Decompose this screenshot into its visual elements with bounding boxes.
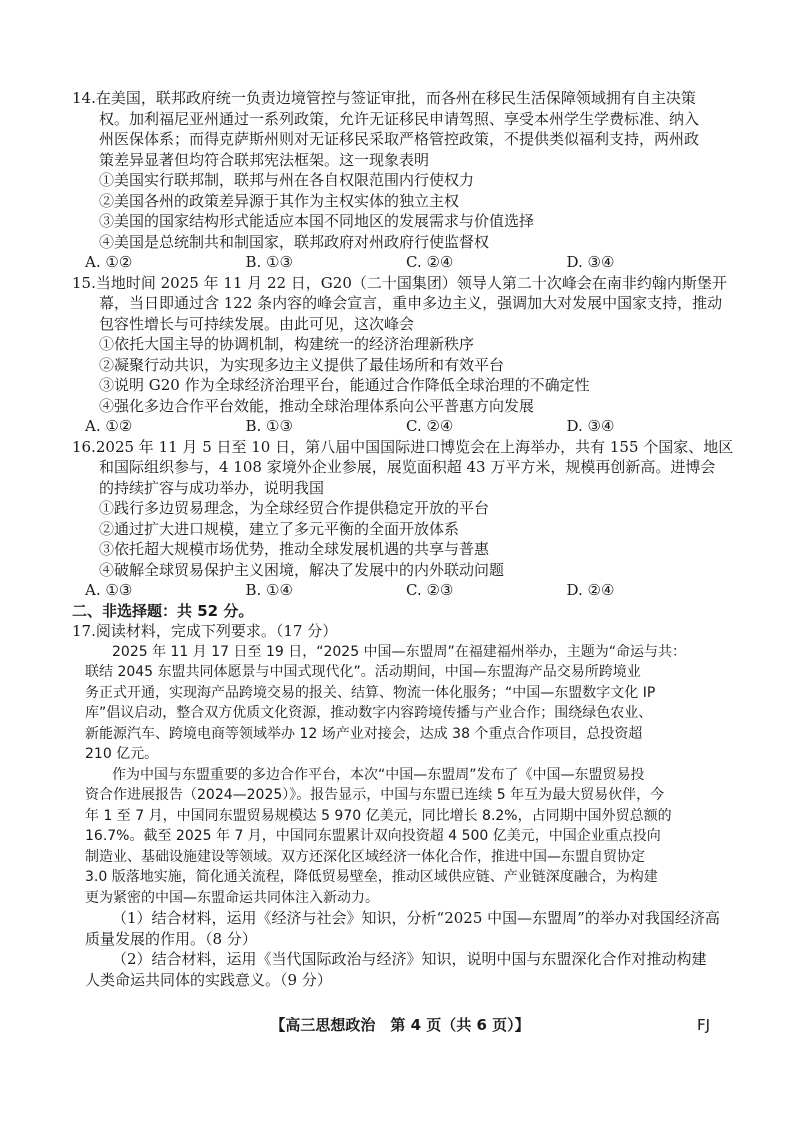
q14-stem-line: 权。加利福尼亚州通过一系列政策，允许无证移民申请驾照、享受本州学生学费标准、纳入 xyxy=(99,109,700,128)
q16-options xyxy=(72,580,727,601)
q14-item: ④美国是总统制共和制国家，联邦政府对州政府行使监督权 xyxy=(99,232,490,251)
question-14 xyxy=(72,88,727,273)
q15-stem-line: 幕，当日即通过含 122 条内容的峰会宣言，重申多边主义，强调加大对发展中国家支持，推动 xyxy=(99,294,723,312)
material-line: 制造业、基础设施建设等领域。双方还深化区域经济一体化合作，推进中国—东盟自贸协定 xyxy=(85,848,645,865)
material-line: 库”倡议启动，整合双方优质文化资源，推动数字内容跨境传播与产业合作；围绕绿色农业、 xyxy=(85,705,653,721)
q16-stem-line: 16.2025 年 11 月 5 日至 10 日，第八届中国国际进口博览会在上海举办，共有 155 个国家、地区 xyxy=(72,437,734,456)
q14-stem-line: 州医保体系；而得克萨斯州则对无证移民采取严格管控政策，不提供类似福利支持，两州政 xyxy=(99,130,700,148)
q16-option-c[interactable]: C. ②③ xyxy=(406,581,454,599)
material-line: 3.0 版落地实施，简化通关流程，降低贸易壁垒，推动区域供应链、产业链深度融合，为构建 xyxy=(85,869,658,885)
q16-option-a[interactable]: A. ①③ xyxy=(85,581,133,599)
material-line: 作为中国与东盟重要的多边合作平台，本次“中国—东盟周”发布了《中国—东盟贸易投 xyxy=(112,766,645,783)
q14-item: ②美国各州的政策差异源于其作为主权实体的独立主权 xyxy=(99,191,460,210)
material-line: 新能源汽车、跨境电商等领域举办 12 场产业对接会，达成 38 个重点合作项目，总投资超 xyxy=(85,725,643,742)
q17-sub1-line: 质量发展的作用。（8 分） xyxy=(85,929,257,948)
q15-option-b[interactable]: B. ①③ xyxy=(245,417,293,435)
footer-code: FJ xyxy=(697,1016,711,1034)
q17-head: 17.阅读材料，完成下列要求。（17 分） xyxy=(72,622,338,640)
q16-item: ④破解全球贸易保护主义困境，解决了发展中的内外联动问题 xyxy=(99,560,505,579)
q15-stem-line: 包容性增长与可持续发展。由此可见，这次峰会 xyxy=(99,314,415,333)
q16-option-b[interactable]: B. ①④ xyxy=(245,581,293,599)
question-16 xyxy=(72,437,734,601)
q14-item: ③美国的国家结构形式能适应本国不同地区的发展需求与价值选择 xyxy=(99,212,535,230)
q17-material xyxy=(72,642,727,909)
q16-stem-line: 和国际组织参与，4 108 家境外企业参展，展览面积超 43 万平方米，规模再创新高。进博会 xyxy=(99,458,716,476)
question-15 xyxy=(72,273,727,437)
q15-option-d[interactable]: D. ③④ xyxy=(566,417,615,435)
material-line: 务正式开通，实现海产品跨境交易的报关、结算、物流一体化服务；“中国—东盟数字文化 IP xyxy=(85,684,656,701)
q16-option-d[interactable]: D. ②④ xyxy=(566,581,615,599)
q14-stem-line: 14.在美国，联邦政府统一负责边境管控与签证审批，而各州在移民生活保障领域拥有自主决策 xyxy=(72,89,696,107)
q14-option-c[interactable]: C. ②④ xyxy=(406,253,454,271)
question-17 xyxy=(72,621,727,990)
q17-sub2-line: （2）结合材料，运用《当代国际政治与经济》知识，说明中国与东盟深化合作对推动构建 xyxy=(112,950,707,968)
q15-item: ①依托大国主导的协调机制，构建统一的经济治理新秩序 xyxy=(99,335,475,353)
q14-option-d[interactable]: D. ③④ xyxy=(566,253,615,271)
q14-item: ①美国实行联邦制，联邦与州在各自权限范围内行使权力 xyxy=(99,171,475,189)
footer-page-info: 【高三思想政治 第 4 页（共 6 页）】 xyxy=(270,1016,530,1034)
q15-item: ②凝聚行动共识，为实现多边主义提供了最佳场所和有效平台 xyxy=(99,355,505,374)
q15-item: ③说明 G20 作为全球经济治理平台，能通过合作降低全球治理的不确定性 xyxy=(99,376,590,394)
q16-item: ①践行多边贸易理念，为全球经贸合作提供稳定开放的平台 xyxy=(99,499,490,517)
material-line: 更为紧密的中国—东盟命运共同体注入新动力。 xyxy=(85,889,379,906)
material-line: 16.7%。截至 2025 年 7 月，中国同东盟累计双向投资超 4 500 亿美元，中国企业重点投向 xyxy=(85,828,661,844)
material-line: 210 亿元。 xyxy=(85,746,159,762)
q16-stem-line: 的持续扩容与成功举办，说明我国 xyxy=(99,478,325,497)
q15-option-a[interactable]: A. ①② xyxy=(85,417,133,435)
page-content xyxy=(72,88,734,990)
q15-options xyxy=(72,416,727,437)
q14-options xyxy=(72,252,727,273)
material-line: 2025 年 11 月 17 日至 19 日，“2025 中国—东盟周”在福建福州举办，主题为“命运与共： xyxy=(112,643,687,660)
q16-item: ③依托超大规模市场优势，推动全球发展机遇的共享与普惠 xyxy=(99,540,490,558)
material-line: 资合作进展报告（2024—2025）》。报告显示，中国与东盟已连续 5 年互为最大贸易伙伴，今 xyxy=(85,787,665,803)
material-line: 年 1 至 7 月，中国同东盟贸易规模达 5 970 亿美元，同比增长 8.2%，占同期中国外贸总额的 xyxy=(85,807,672,824)
q15-option-c[interactable]: C. ②④ xyxy=(406,417,454,435)
section-heading: 二、非选择题：共 52 分。 xyxy=(72,601,254,620)
q17-sub2-line: 人类命运共同体的实践意义。（9 分） xyxy=(85,970,332,989)
q14-option-b[interactable]: B. ①③ xyxy=(245,253,293,271)
q14-stem-line: 策差异显著但均符合联邦宪法框架。这一现象表明 xyxy=(99,150,430,169)
q16-item: ②通过扩大进口规模，建立了多元平衡的全面开放体系 xyxy=(99,519,460,538)
q15-stem-line: 15.当地时间 2025 年 11 月 22 日，G20（二十国集团）领导人第二十次峰会在南非约翰内斯堡开 xyxy=(72,273,727,292)
material-line: 联结 2045 东盟共同体愿景与中国式现代化”。活动期间，中国—东盟海产品交易所跨境业 xyxy=(85,664,641,680)
q14-option-a[interactable]: A. ①② xyxy=(85,253,133,271)
q15-item: ④强化多边合作平台效能，推动全球治理体系向公平普惠方向发展 xyxy=(99,396,535,415)
q17-sub1-line: （1）结合材料，运用《经济与社会》知识，分析“2025 中国—东盟周”的举办对我国经济高 xyxy=(112,909,720,927)
